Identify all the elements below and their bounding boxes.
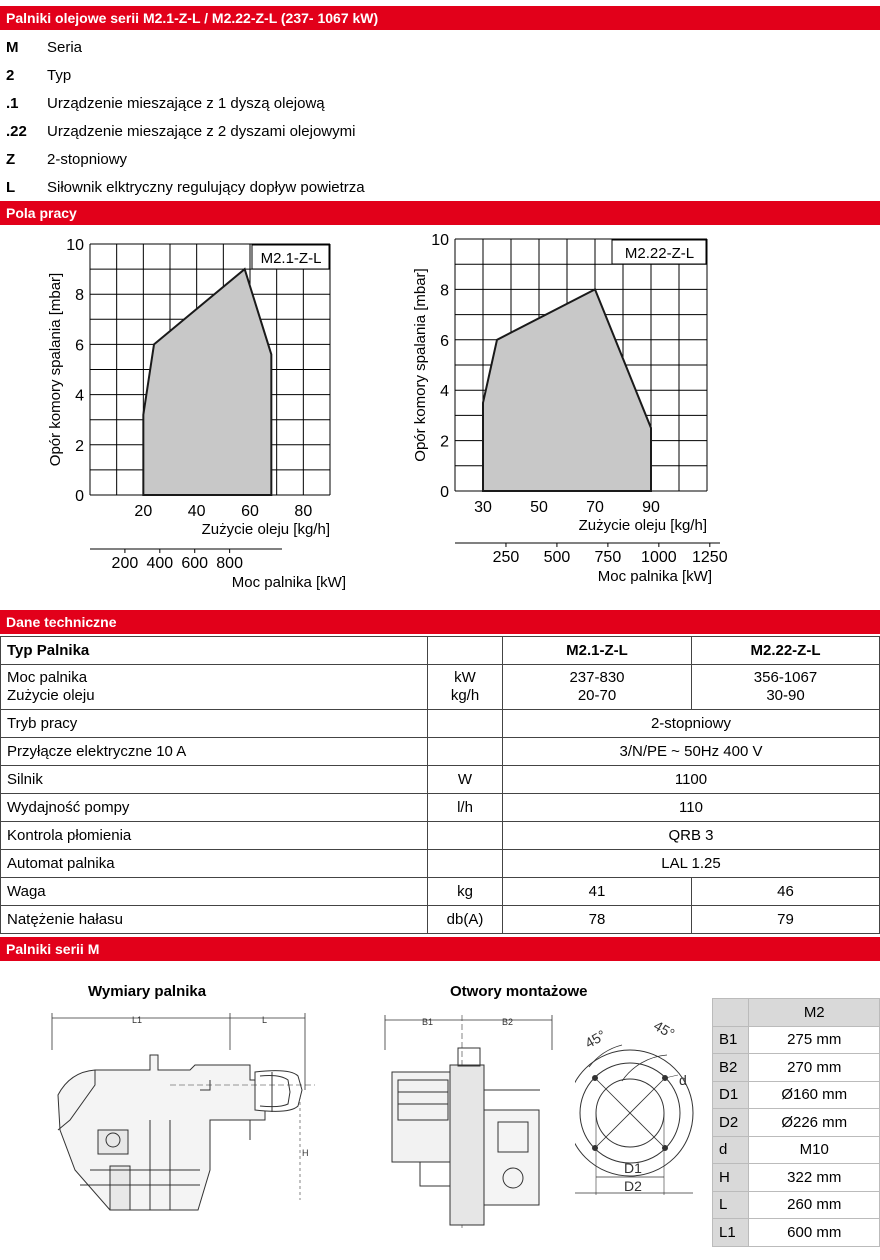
secondary-tick-label: 400	[146, 555, 174, 572]
chart-title: M2.22-Z-L	[624, 245, 695, 262]
row-unit	[428, 822, 503, 850]
legend-key: 2	[6, 67, 15, 84]
x-tick-label: 20	[134, 503, 153, 520]
dim-l-label: L	[262, 1015, 268, 1025]
dim-label: L	[713, 1191, 749, 1219]
mounting-flange-drawing	[575, 1015, 705, 1210]
power-label-1: Moc palnika	[7, 669, 88, 686]
power-unit	[428, 665, 503, 710]
power-m222-a: 356-1067	[753, 669, 818, 686]
legend-desc: Siłownik elktryczny regulujący dopływ powietrza	[47, 179, 365, 196]
y-tick-label: 0	[440, 484, 449, 501]
row-unit	[428, 738, 503, 766]
table-row	[713, 1219, 880, 1247]
table-row	[1, 665, 880, 710]
label-d1: D1	[624, 1160, 642, 1176]
row-unit: l/h	[428, 794, 503, 822]
power-label	[1, 665, 428, 710]
power-m21-b: 20-70	[577, 687, 617, 704]
table-row	[1, 738, 880, 766]
table-row	[713, 1164, 880, 1192]
dims-corner	[713, 999, 749, 1027]
y-tick-label: 6	[75, 337, 84, 355]
dim-label: D2	[713, 1109, 749, 1137]
table-row	[713, 1109, 880, 1137]
noise-m222: 79	[692, 906, 880, 934]
dim-b2-label: B2	[502, 1017, 514, 1027]
table-row	[1, 822, 880, 850]
dims-header: M2	[749, 999, 880, 1027]
legend-key: .22	[6, 123, 27, 140]
x-tick-label: 90	[642, 499, 660, 516]
noise-unit: db(A)	[428, 906, 503, 934]
legend-key: M	[6, 39, 19, 56]
row-label: Wydajność pompy	[1, 794, 428, 822]
table-row	[1, 878, 880, 906]
dim-label: H	[713, 1164, 749, 1192]
row-value: 110	[503, 794, 880, 822]
power-unit-2: kg/h	[450, 687, 480, 704]
legend-desc: Urządzenie mieszające z 1 dyszą olejową	[47, 95, 325, 112]
y-tick-label: 10	[431, 232, 449, 249]
head-label: Typ Palnika	[1, 637, 428, 665]
noise-m21: 78	[503, 906, 692, 934]
legend-desc: Urządzenie mieszające z 2 dyszami olejowymi	[47, 123, 356, 140]
dims-drawing-title: Wymiary palnika	[88, 983, 207, 1000]
x-axis-label: Zużycie oleju [kg/h]	[201, 521, 330, 538]
table-row	[713, 1191, 880, 1219]
secondary-axis-label: Moc palnika [kW]	[597, 568, 712, 585]
y-tick-label: 4	[75, 387, 84, 405]
legend-desc: Seria	[47, 39, 83, 56]
label-d2: D2	[624, 1178, 642, 1194]
row-label: Silnik	[1, 766, 428, 794]
weight-unit: kg	[428, 878, 503, 906]
working-field-charts	[0, 225, 880, 620]
dim-value: Ø160 mm	[749, 1081, 880, 1109]
legend-key: Z	[6, 151, 16, 168]
row-value: 1100	[503, 766, 880, 794]
legend-item	[0, 145, 880, 173]
chart-2	[412, 232, 728, 585]
angle-2-label: 45°	[651, 1017, 678, 1042]
x-tick-label: 60	[241, 503, 259, 520]
weight-label: Waga	[1, 878, 428, 906]
noise-label: Natężenie hałasu	[1, 906, 428, 934]
dim-label: d	[713, 1136, 749, 1164]
table-row	[713, 999, 880, 1027]
head-m222: M2.22-Z-L	[692, 637, 880, 665]
chart-1	[47, 237, 346, 591]
secondary-tick-label: 600	[181, 555, 209, 572]
x-axis-label: Zużycie oleju [kg/h]	[578, 517, 707, 534]
dim-value: 600 mm	[749, 1219, 880, 1247]
dim-h-label: H	[302, 1148, 309, 1158]
power-label-2: Zużycie oleju	[7, 687, 95, 704]
y-tick-label: 8	[440, 282, 449, 300]
table-row	[1, 637, 880, 665]
dim-value: M10	[749, 1136, 880, 1164]
power-m222-b: 30-90	[766, 687, 805, 704]
dim-label: B1	[713, 1026, 749, 1054]
secondary-tick-label: 1250	[692, 549, 728, 566]
legend-item	[0, 33, 880, 61]
table-row	[713, 1136, 880, 1164]
power-m21	[503, 665, 692, 710]
working-field-area	[483, 289, 651, 491]
table-row	[1, 906, 880, 934]
chart-title: M2.1-Z-L	[260, 250, 322, 267]
row-value: 2-stopniowy	[503, 710, 880, 738]
power-unit-1: kW	[454, 669, 476, 686]
section-tech-title: Dane techniczne	[0, 610, 880, 634]
label-d: d	[679, 1072, 687, 1088]
dim-value: Ø226 mm	[749, 1109, 880, 1137]
dim-label: L1	[713, 1219, 749, 1247]
dim-value: 275 mm	[749, 1026, 880, 1054]
y-tick-label: 2	[440, 433, 449, 451]
weight-m222: 46	[692, 878, 880, 906]
dim-label: B2	[713, 1054, 749, 1082]
x-tick-label: 80	[294, 503, 313, 520]
section-series-title: Palniki serii M	[0, 937, 880, 961]
secondary-axis-label: Moc palnika [kW]	[231, 574, 346, 591]
section-fields-title: Pola pracy	[0, 201, 880, 225]
page-title: Palniki olejowe serii M2.1-Z-L / M2.22-Z-L (237- 1067 kW)	[0, 6, 880, 30]
dim-l1-label: L1	[132, 1015, 143, 1025]
table-row	[713, 1081, 880, 1109]
y-axis-label: Opór komory spalania [mbar]	[412, 268, 429, 462]
legend-item	[0, 173, 880, 201]
y-tick-label: 0	[75, 488, 84, 505]
row-value: LAL 1.25	[503, 850, 880, 878]
dim-value: 270 mm	[749, 1054, 880, 1082]
row-label: Kontrola płomienia	[1, 822, 428, 850]
y-tick-label: 6	[440, 332, 449, 350]
y-tick-label: 10	[66, 237, 84, 254]
legend-item	[0, 89, 880, 117]
y-tick-label: 8	[75, 287, 84, 305]
y-tick-label: 4	[440, 383, 449, 401]
head-unit	[428, 637, 503, 665]
secondary-tick-label: 250	[492, 549, 520, 566]
working-field-area	[143, 269, 271, 495]
secondary-tick-label: 1000	[641, 549, 677, 566]
angle-1-label: 45°	[582, 1026, 609, 1052]
x-tick-label: 50	[530, 499, 548, 516]
legend-item	[0, 61, 880, 89]
dim-value: 260 mm	[749, 1191, 880, 1219]
weight-m21: 41	[503, 878, 692, 906]
burner-side-drawing	[50, 1010, 320, 1235]
table-row	[1, 710, 880, 738]
row-value: 3/N/PE ~ 50Hz 400 V	[503, 738, 880, 766]
x-tick-label: 70	[586, 499, 604, 516]
row-label: Automat palnika	[1, 850, 428, 878]
mount-drawing-title: Otwory montażowe	[450, 983, 588, 1000]
row-label: Przyłącze elektryczne 10 A	[1, 738, 428, 766]
table-row	[1, 766, 880, 794]
power-m21-a: 237-830	[569, 669, 625, 686]
secondary-tick-label: 500	[543, 549, 571, 566]
row-unit: W	[428, 766, 503, 794]
row-label: Tryb pracy	[1, 710, 428, 738]
table-row	[713, 1026, 880, 1054]
dim-label: D1	[713, 1081, 749, 1109]
legend-desc: Typ	[47, 67, 72, 84]
legend-item	[0, 117, 880, 145]
table-row	[1, 794, 880, 822]
head-m21: M2.1-Z-L	[503, 637, 692, 665]
secondary-tick-label: 200	[111, 555, 139, 572]
row-unit	[428, 850, 503, 878]
table-row	[713, 1054, 880, 1082]
legend-desc: 2-stopniowy	[47, 151, 128, 168]
row-unit	[428, 710, 503, 738]
y-tick-label: 2	[75, 437, 84, 455]
dim-value: 322 mm	[749, 1164, 880, 1192]
table-row	[1, 850, 880, 878]
legend-key: .1	[6, 95, 19, 112]
y-axis-label: Opór komory spalania [mbar]	[47, 272, 64, 467]
legend-key: L	[6, 179, 16, 196]
tech-table	[0, 636, 880, 934]
power-m222	[692, 665, 880, 710]
x-tick-label: 40	[187, 503, 206, 520]
row-value: QRB 3	[503, 822, 880, 850]
dimensions-table	[712, 998, 880, 1247]
burner-front-drawing	[380, 1010, 560, 1235]
secondary-tick-label: 750	[594, 549, 622, 566]
dim-b1-label: B1	[422, 1017, 434, 1027]
secondary-tick-label: 800	[216, 555, 243, 572]
x-tick-label: 30	[474, 499, 492, 516]
